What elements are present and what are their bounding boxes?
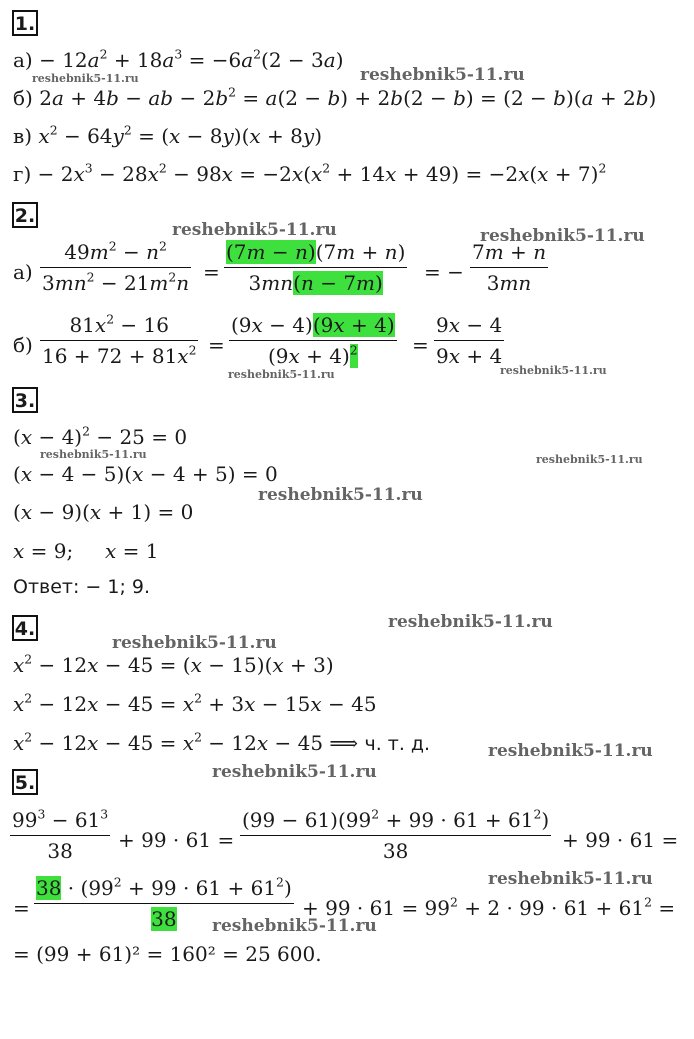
- task2a-equals-2: = −: [424, 260, 464, 284]
- task5-fraction-1: $99^3 - 61^3$ 38: [12, 806, 109, 863]
- task2a-fraction-1: $49m^2 - n^2$ $3mn^2 - 21m^2n$: [42, 238, 190, 295]
- task2a-fraction-3: 7m + n 3mn: [472, 240, 547, 295]
- watermark: reshebnik5-11.ru: [360, 65, 525, 85]
- task5-equals-lead: =: [13, 896, 30, 920]
- watermark: reshebnik5-11.ru: [488, 741, 653, 761]
- task-number-1: 1.: [12, 10, 38, 36]
- task3-line-2: (x − 4 − 5)(x − 4 + 5) = 0: [13, 462, 278, 486]
- task-number-4: 4.: [12, 615, 38, 641]
- watermark: reshebnik5-11.ru: [112, 633, 277, 653]
- task5-fraction-2: $(99 - 61)(99^2 + 99 \cdot 61 + 61^2)$ 38: [242, 806, 550, 863]
- task5-term-3: + $99 \cdot 61 = 99^2 + 2 \cdot 99 \cdot 61 + 61^2$ =: [302, 894, 676, 920]
- watermark: reshebnik5-11.ru: [32, 72, 139, 85]
- task1-line-v: в) $x^2 - 64y^2 = (x - 8y)(x + 8y)$: [13, 122, 323, 148]
- task2a-equals-1: =: [203, 260, 220, 284]
- task2b-fraction-1: $81x^2 - 16$ $16 + 72 + 81x^2$: [42, 311, 197, 368]
- watermark: reshebnik5-11.ru: [480, 226, 645, 246]
- task2b-equals-1: =: [208, 333, 225, 357]
- task3-line-4: x = 9; x = 1: [13, 539, 159, 563]
- task1-line-b: б) 2a + 4b − ab − $2b^2 = a(2 - b) + 2b(2 - b) = (2 - b)(a + 2b)$: [13, 84, 657, 110]
- task2a-fraction-2: (7m − n)(7m + n) 3mn(n − 7m): [226, 240, 406, 295]
- watermark: reshebnik5-11.ru: [172, 220, 337, 240]
- watermark: reshebnik5-11.ru: [536, 453, 643, 466]
- task2b-fraction-3: 9x − 4 9x + 4: [436, 313, 503, 368]
- watermark: reshebnik5-11.ru: [488, 869, 653, 889]
- task5-term-2: + 99 · 61 =: [562, 828, 679, 852]
- task-number-5: 5.: [12, 769, 38, 795]
- task3-line-3: (x − 9)(x + 1) = 0: [13, 500, 194, 524]
- watermark: reshebnik5-11.ru: [388, 612, 553, 632]
- watermark: reshebnik5-11.ru: [212, 916, 377, 936]
- watermark: reshebnik5-11.ru: [258, 485, 423, 505]
- task4-line-1: $x^2 - 12x - 45 = (x - 15)(x + 3)$: [13, 651, 334, 677]
- watermark: reshebnik5-11.ru: [228, 368, 335, 381]
- task1-line-a: $а) - 12a^2 + 18a^3 = -6a^2(2 - 3a)$: [13, 46, 344, 72]
- task-number-2: 2.: [12, 202, 38, 228]
- task3-line-1: $(x - 4)^2 - 25 = 0$: [13, 423, 188, 449]
- watermark: reshebnik5-11.ru: [212, 762, 377, 782]
- task2b-label: б): [13, 333, 33, 357]
- task4-conclusion: ч. т. д.: [364, 733, 431, 755]
- task3-answer: Ответ: − 1; 9.: [13, 576, 151, 598]
- task5-fraction-3: $38 \cdot (99^2 + 99 \cdot 61 + 61^2)$ 38: [36, 874, 292, 931]
- watermark: reshebnik5-11.ru: [500, 364, 607, 377]
- task2b-fraction-2: (9x − 4)(9x + 4) $(9x + 4)^2$: [231, 313, 395, 368]
- task5-term-1: + 99 · 61 =: [118, 828, 235, 852]
- task4-line-2: $x^2 - 12x - 45 = x^2 + 3x - 15x - 45$: [13, 690, 377, 716]
- task2a-label: а): [13, 260, 33, 284]
- watermark: reshebnik5-11.ru: [40, 448, 147, 461]
- task2b-equals-2: =: [412, 333, 429, 357]
- task1-line-g: $г) - 2x^3 - 28x^2 - 98x = -2x(x^2 + 14x + 49) = -2x(x + 7)^2$: [13, 160, 607, 186]
- task5-last-line: = (99 + 61)² = 160² = 25 600.: [13, 942, 322, 966]
- task-number-3: 3.: [12, 387, 38, 413]
- task4-line-3: $x^2 - 12x - 45 = x^2 - 12x - 45$ ⟹ ч. т. д.: [13, 729, 431, 755]
